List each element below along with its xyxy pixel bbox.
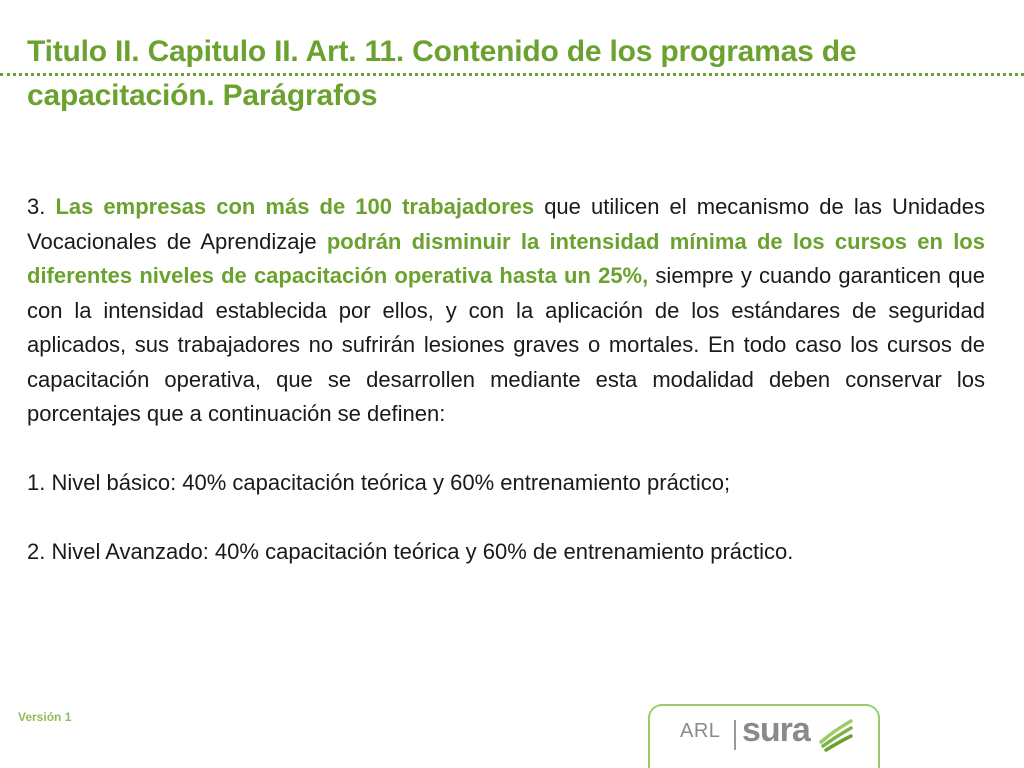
paragraph-text-1: que utilicen el mecanismo de las Unidades Vocacionales de Aprendizaje [27,194,985,254]
list-item-basic: 1. Nivel básico: 40% capacitación teórica y 60% entrenamiento práctico; [27,470,731,495]
paragraph-text-2: siempre y cuando garanticen que con la intensidad establecida por ellos, y con la aplicación de los estándares de seguridad aplicados, sus trabajadores no sufrirán lesiones graves o mortales. En todo caso los cursos de capacitación operativa, que se desarrollen mediante esta modalidad deben conservar los porcentajes que a continuación se definen: [27,263,985,426]
list-item-advanced: 2. Nivel Avanzado: 40% capacitación teórica y 60% de entrenamiento práctico. [27,539,794,564]
highlight-reduction: podrán disminuir la intensidad mínima de los cursos en los diferentes niveles de capacitación operativa hasta un 25%, [27,228,985,288]
title-divider [0,73,1024,76]
paragraph-number: 3. [27,194,56,219]
arl-sura-logo [648,704,880,768]
spacer [27,501,985,536]
slide-title: Titulo II. Capitulo II. Art. 11. Contenido de los programas de capacitación. Parágrafos [27,35,857,112]
version-label: Versión 1 [18,710,72,724]
slide-body [27,190,985,570]
highlight-companies: Las empresas con más de 100 trabajadores [55,194,535,219]
spacer [27,432,985,467]
logo-separator [734,720,736,750]
sura-swoosh-icon [818,716,854,752]
logo-arl-text: ARL [680,720,721,742]
paragraph-3 [27,190,985,432]
logo-sura-text: sura [742,711,810,749]
